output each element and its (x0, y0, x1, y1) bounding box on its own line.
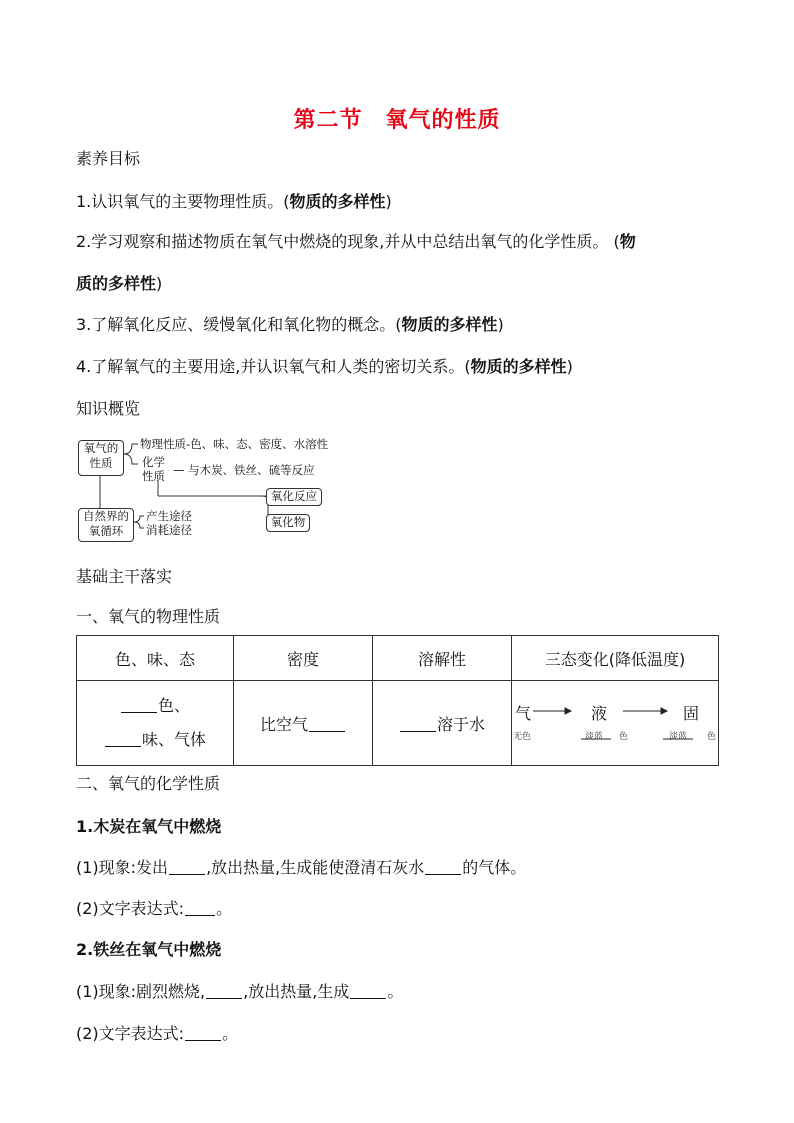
box-line: 氧气的 (83, 441, 119, 455)
chemical-properties-label (142, 455, 165, 483)
goals-heading: 素养目标 (76, 149, 141, 168)
page-title: 第二节 氧气的性质 (293, 108, 501, 133)
answer-blank[interactable] (206, 982, 242, 999)
answer-blank[interactable] (185, 1024, 221, 1041)
line-text: (1)现象:发出 (76, 858, 169, 877)
goal-item-4 (76, 356, 726, 378)
line-text: 。 (222, 1024, 239, 1043)
knowledge-mindmap (76, 434, 366, 544)
goal-item-3 (76, 314, 726, 336)
answer-blank[interactable] (169, 858, 205, 875)
answer-blank[interactable] (121, 696, 157, 713)
charcoal-expression (76, 898, 726, 920)
answer-blank[interactable] (309, 715, 345, 732)
box-line: 氧循环 (88, 524, 124, 538)
solid-color-suffix: 色 (707, 732, 717, 742)
charcoal-phenomenon (76, 857, 726, 879)
line-text: (1)现象:剧烈燃烧, (76, 982, 206, 1001)
oxygen-cycle-box (78, 508, 134, 542)
goal-end: ) (156, 274, 163, 293)
goal-text: 2.学习观察和描述物质在氧气中燃烧的现象,并从中总结出氧气的化学性质。 ( (76, 232, 620, 251)
overview-heading: 知识概览 (76, 399, 141, 418)
solid-state: 固 (683, 704, 700, 723)
consume-path-label: 消耗途径 (146, 523, 192, 537)
reactions-label: — 与木炭、铁丝、硫等反应 (173, 463, 315, 477)
goal-end: ) (566, 357, 573, 376)
table-header: 三态变化(降低温度) (512, 636, 719, 681)
table-header: 色、味、态 (77, 636, 234, 681)
line-text: ,放出热量,生成能使澄清石灰水 (206, 858, 425, 877)
line-text: 的气体。 (462, 858, 527, 877)
line-text: (2)文字表达式: (76, 899, 185, 918)
goal-item-1 (76, 191, 726, 213)
cell-line (78, 689, 232, 723)
oxidation-reaction-box: 氧化反应 (266, 488, 322, 506)
goal-item-2 (76, 231, 726, 253)
answer-blank[interactable] (400, 715, 436, 732)
iron-phenomenon (76, 981, 726, 1003)
goal-text: 4.了解氧气的主要用途,并认识氧气和人类的密切关系。( (76, 357, 471, 376)
table-header: 溶解性 (373, 636, 512, 681)
charcoal-title: 1.木炭在氧气中燃烧 (76, 817, 222, 836)
cell-text: 色、 (157, 696, 190, 715)
goal-end: ) (385, 192, 392, 211)
solid-color: 淡蓝 (669, 732, 688, 742)
goal-text: 1.认识氧气的主要物理性质。( (76, 192, 290, 211)
goal-tag: 物质的多样性 (470, 357, 567, 376)
goal-tag: 物 (619, 232, 636, 251)
cell-text: 味、气体 (141, 730, 206, 749)
goal-tag: 物质的多样性 (289, 192, 386, 211)
table-header: 密度 (234, 636, 373, 681)
line-text: 。 (387, 982, 404, 1001)
iron-title: 2.铁丝在氧气中燃烧 (76, 940, 222, 959)
answer-blank[interactable] (425, 858, 461, 875)
box-line: 自然界的 (83, 509, 129, 523)
goal-item-2-cont (76, 273, 726, 295)
basics-heading: 基础主干落实 (76, 567, 173, 586)
cell-text: 比空气 (259, 714, 308, 734)
physical-properties-table (76, 635, 719, 766)
answer-blank[interactable] (350, 982, 386, 999)
goal-tag: 质的多样性 (76, 274, 157, 293)
chem-line: 性质 (142, 469, 165, 483)
line-text: (2)文字表达式: (76, 1024, 185, 1043)
cell-line (78, 723, 232, 757)
liquid-color: 淡蓝 (585, 732, 604, 742)
table-cell-density (234, 681, 373, 766)
line-text: 。 (216, 899, 233, 918)
liquid-color-suffix: 色 (619, 732, 629, 742)
answer-blank[interactable] (185, 899, 215, 916)
physical-properties-label: 物理性质-色、味、态、密度、水溶性 (140, 437, 329, 451)
gas-state: 气 (515, 704, 532, 723)
table-header-row (77, 636, 719, 681)
chem-line: 化学 (142, 455, 165, 469)
section1-heading: 一、氧气的物理性质 (76, 607, 221, 626)
oxide-box: 氧化物 (266, 514, 310, 532)
oxygen-properties-box (78, 440, 124, 476)
table-cell-color (77, 681, 234, 766)
produce-path-label: 产生途径 (146, 509, 192, 523)
goal-text: 3.了解氧化反应、缓慢氧化和氧化物的概念。( (76, 315, 402, 334)
section2-heading: 二、氧气的化学性质 (76, 774, 221, 793)
box-line: 性质 (89, 456, 113, 470)
gas-color: 无色 (513, 732, 532, 742)
table-cell-states (512, 681, 719, 766)
goal-tag: 物质的多样性 (401, 315, 498, 334)
state-change-diagram (513, 693, 717, 753)
table-cell-solubility (373, 681, 512, 766)
answer-blank[interactable] (105, 730, 141, 747)
goal-end: ) (497, 315, 504, 334)
line-text: ,放出热量,生成 (243, 982, 350, 1001)
liquid-state: 液 (591, 704, 608, 723)
cell-text: 溶于水 (436, 714, 485, 734)
table-row (77, 681, 719, 766)
iron-expression (76, 1023, 726, 1045)
